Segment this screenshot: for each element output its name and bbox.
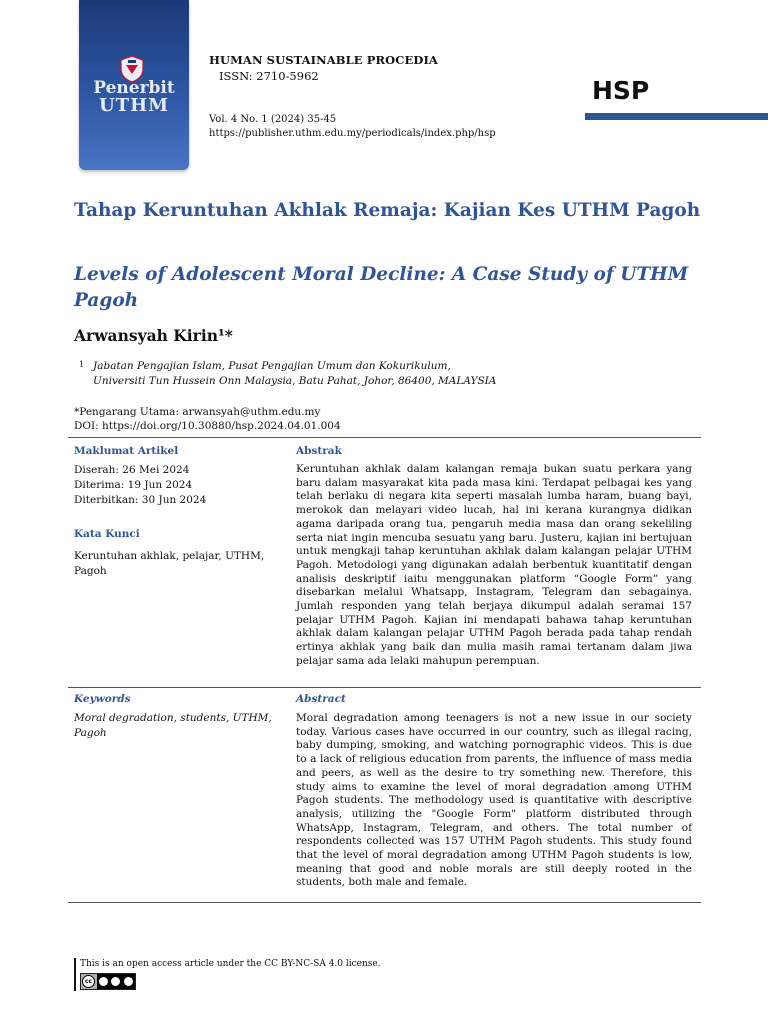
date-received: Diserah: 26 Mei 2024 — [74, 464, 190, 476]
journal-url[interactable]: https://publisher.uthm.edu.my/periodicals/index.php/hsp — [209, 128, 496, 139]
keywords-line: Pagoh — [74, 565, 107, 577]
volume-info: Vol. 4 No. 1 (2024) 35-45 — [209, 114, 337, 125]
abstract-en: Moral degradation among teenagers is not a new issue in our society today. Various cases have occurred in our country, such as illegal racing, baby dumping, smoking, and watching pornographic videos. This is due to a lack of religious education from parents, the influence of mass media and peers, as well as the desire to try something new. Therefore, this study aims to examine the level of moral degradation among UTHM Pagoh students. The methodology used is quantitative with descriptive analysis, utilizing the "Google Form" platform distributed through WhatsApp, Instagram, Telegram, and others. The total number of respondents collected was 157 UTHM Pagoh students. This study found that the level of moral degradation among UTHM Pagoh students is low, meaning that good and noble morals are still deeply rooted in the students, both male and female. — [296, 712, 692, 889]
logo-word-penerbit: Penerbit — [93, 78, 175, 98]
publisher-logo — [79, 0, 189, 170]
keywords-ms — [74, 549, 264, 579]
nc-icon — [111, 977, 120, 986]
keywords-heading-en: Keywords — [74, 693, 131, 705]
affiliation-line: Universiti Tun Hussein Onn Malaysia, Batu Pahat, Johor, 86400, MALAYSIA — [93, 375, 497, 387]
article-dates — [74, 463, 206, 508]
date-accepted: Diterima: 19 Jun 2024 — [74, 479, 193, 491]
doi-link[interactable]: DOI: https://doi.org/10.30880/hsp.2024.04.01.004 — [74, 420, 341, 432]
affiliation — [93, 359, 496, 389]
title-malay: Tahap Keruntuhan Akhlak Remaja: Kajian Kes UTHM Pagoh — [74, 200, 701, 221]
corresponding-email[interactable]: *Pengarang Utama: arwansyah@uthm.edu.my — [74, 406, 321, 418]
keywords-line: Pagoh — [74, 727, 107, 739]
author-name: Arwansyah Kirin¹* — [74, 326, 233, 345]
divider — [68, 902, 701, 903]
affiliation-mark: 1 — [79, 360, 85, 369]
affiliation-line: Jabatan Pengajian Islam, Pusat Pengajian Umum dan Kokurikulum, — [93, 360, 451, 372]
article-info-heading: Maklumat Artikel — [74, 445, 179, 457]
keywords-line: Moral degradation, students, UTHM, — [74, 712, 272, 724]
divider — [68, 437, 701, 438]
cc-icon: cc — [82, 975, 95, 988]
journal-badge: HSP — [592, 76, 650, 105]
header-accent-bar — [585, 113, 768, 120]
keywords-en — [74, 711, 272, 741]
title-english: Levels of Adolescent Moral Decline: A Case Study of UTHM Pagoh — [74, 264, 689, 311]
cc-license-badge[interactable] — [80, 973, 136, 990]
issn: ISSN: 2710-5962 — [219, 69, 319, 83]
date-published: Diterbitkan: 30 Jun 2024 — [74, 494, 207, 506]
keywords-heading-ms: Kata Kunci — [74, 528, 140, 540]
by-icon — [99, 977, 108, 986]
keywords-line: Keruntuhan akhlak, pelajar, UTHM, — [74, 550, 265, 562]
divider — [68, 687, 701, 688]
license-text: This is an open access article under the CC BY-NC-SA 4.0 license. — [80, 959, 381, 969]
footer-bar — [74, 958, 76, 991]
abstract-heading-en: Abstract — [296, 693, 346, 705]
abstract-ms: Keruntuhan akhlak dalam kalangan remaja bukan suatu perkara yang baru dalam masyarakat kita pada masa kini. Terdapat pelbagai kes yang telah berlaku di negara kita seperti masalah lumba haram, buang bayi, merokok dan melayari video lucah, hal ini kerana kurangnya didikan agama daripada orang tua, pengaruh media masa dan orang sekeliling serta niat ingin mencuba sesuatu yang baru. Justeru, kajian ini bertujuan untuk mengkaji tahap keruntuhan akhlak dalam kalangan pelajar UTHM Pagoh. Metodologi yang digunakan adalah berbentuk kuantitatif dengan analisis deskriptif iaitu menggunakan platform “Google Form” yang disebarkan melalui Whatsapp, Instagram, Telegram dan sebagainya. Jumlah responden yang telah berjaya dikumpul adalah seramai 157 pelajar UTHM Pagoh. Kajian ini mendapati bahawa tahap keruntuhan akhlak dalam kalangan pelajar UTHM Pagoh berada pada tahap rendah ertinya akhlak yang baik dan mulia masih ramai tertanam dalam jiwa pelajar sama ada lelaki mahupun perempuan. — [296, 463, 692, 667]
cc-terms-icons — [97, 974, 135, 989]
sa-icon — [124, 977, 133, 986]
journal-name: HUMAN SUSTAINABLE PROCEDIA — [209, 53, 438, 67]
correspondence — [74, 405, 341, 433]
logo-word-uthm: UTHM — [98, 95, 170, 116]
abstract-heading-ms: Abstrak — [296, 445, 342, 457]
